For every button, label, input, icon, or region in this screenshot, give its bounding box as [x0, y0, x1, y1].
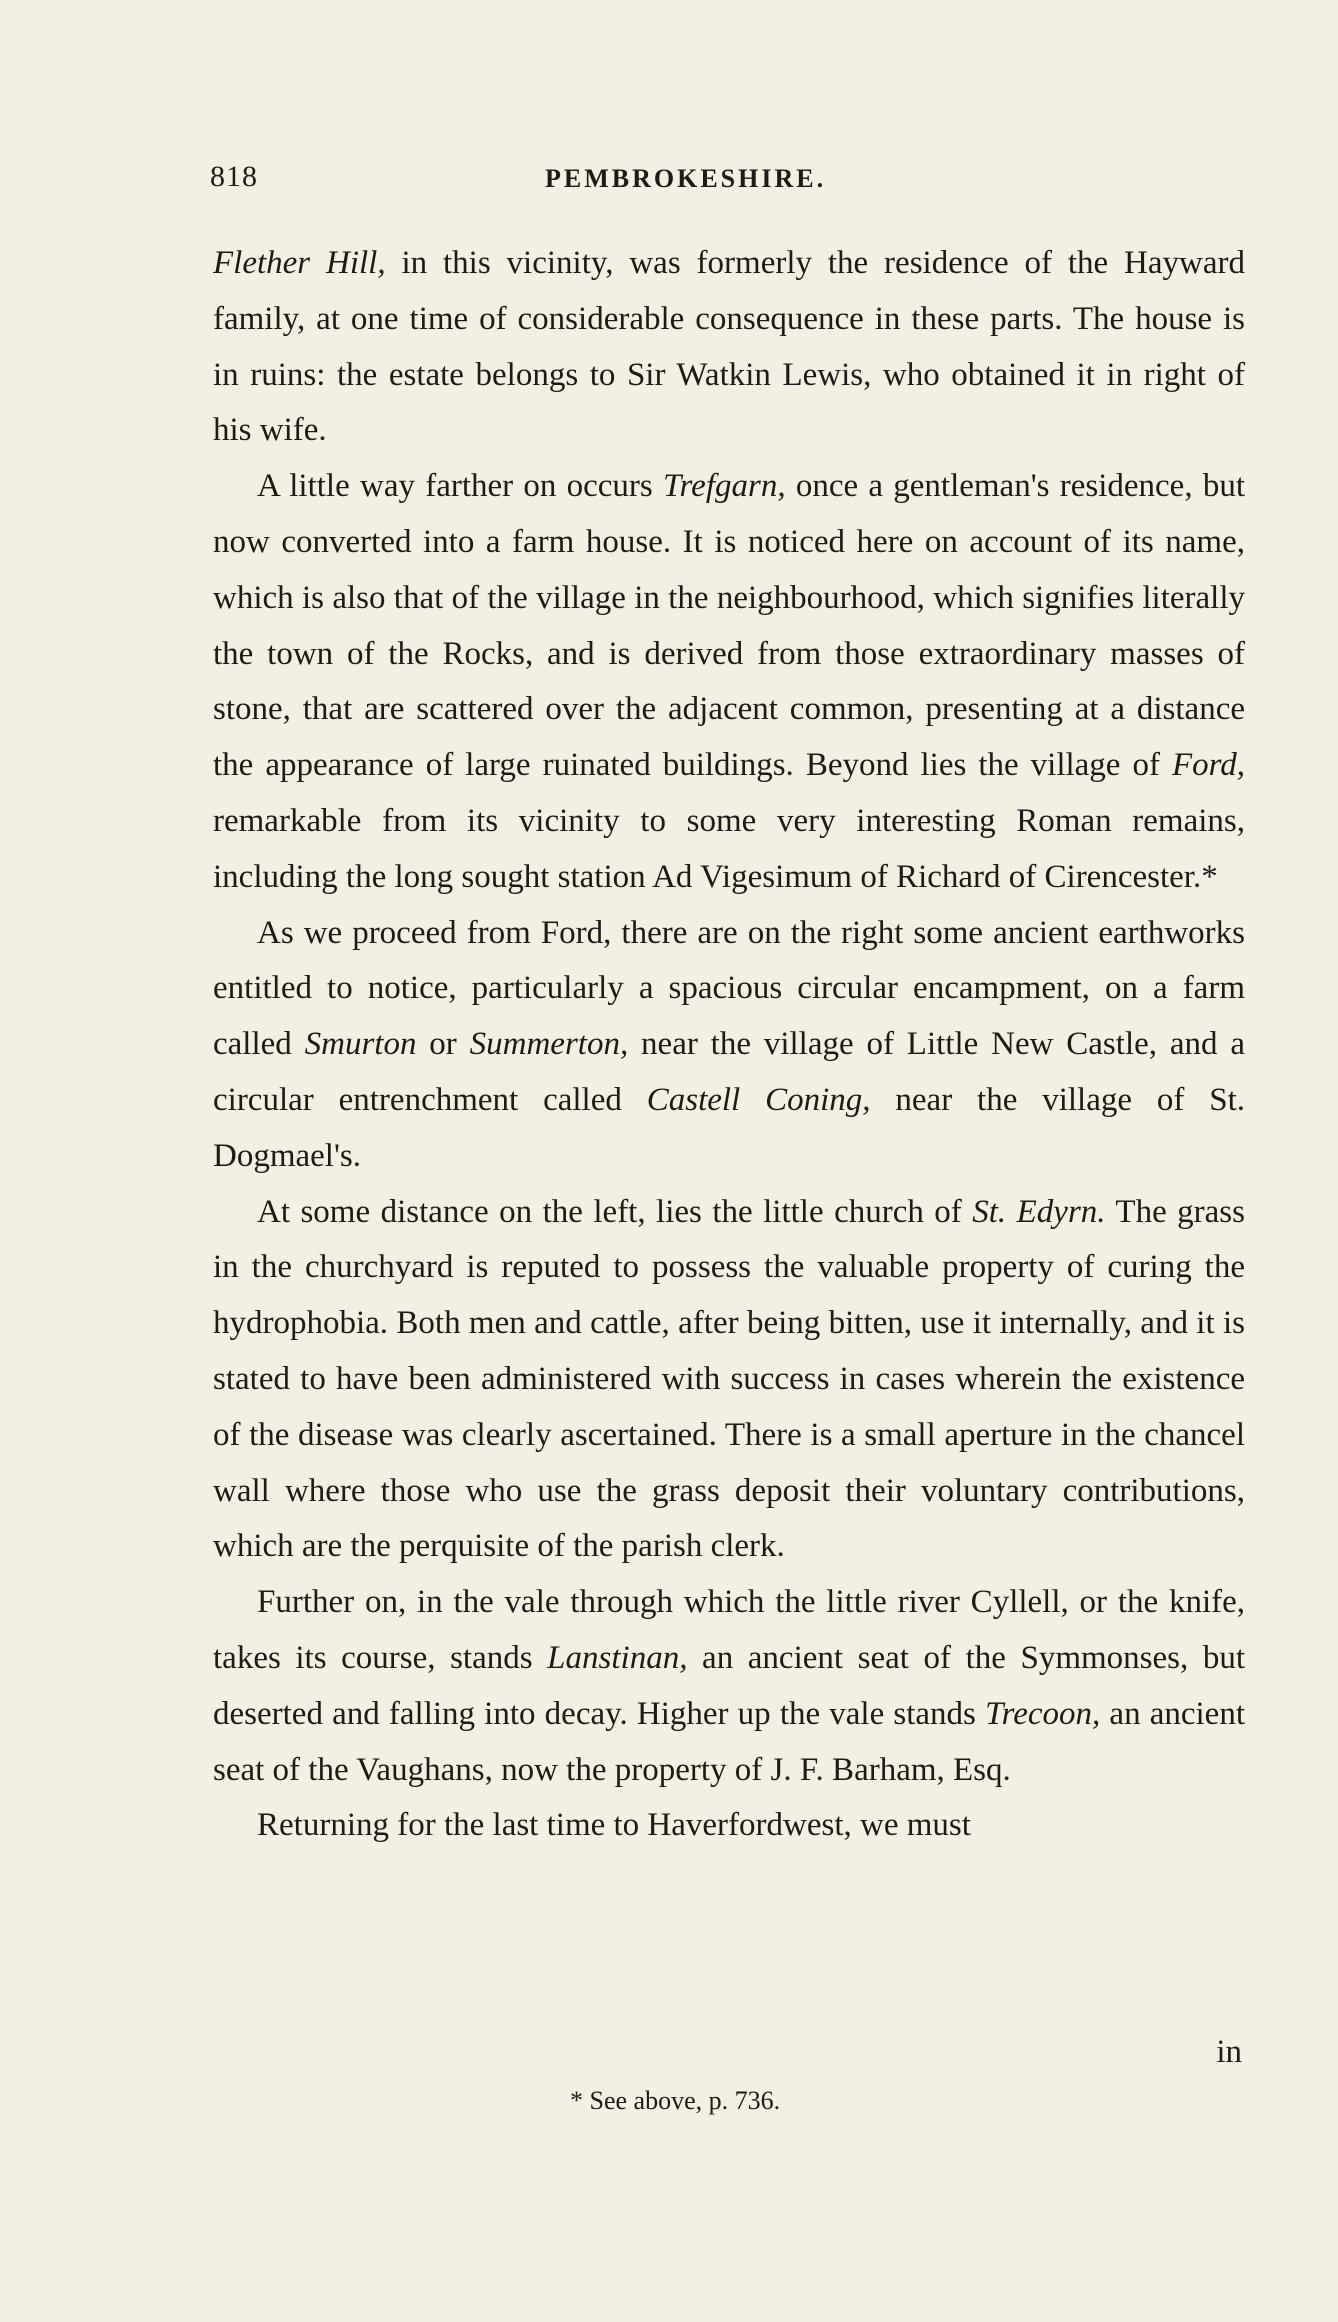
page-number: 818 [210, 160, 258, 193]
paragraph-text: near the village of Little New Castle, and a circular entrenchment called [213, 1026, 1245, 1118]
italic-text: Flether Hill, [213, 245, 386, 281]
catchword: in [1216, 2034, 1242, 2070]
paragraph-text: As we proceed from Ford, there are on the right some ancient earthworks entitled to notice, particularly a spacious circular encampment, on a farm called [213, 914, 1245, 1063]
body-text [213, 236, 1245, 1854]
paragraph-text: an ancient seat of the Symmonses, but deserted and falling into decay. Higher up the vale stands [213, 1639, 1245, 1732]
italic-text: Smurton [304, 1026, 417, 1063]
page-header [210, 160, 1090, 200]
paragraph-text: in this vicinity, was formerly the residence of the Hayward family, at one time of considerable consequence in these parts. The house is in ruins: the estate belongs to Sir Watkin Lewis, who obtained it in right of his wife. [213, 245, 1246, 449]
footnote: * See above, p. 736. [570, 2086, 781, 2115]
paragraph [213, 1185, 1245, 1576]
paragraph [213, 906, 1245, 1185]
paragraph-text: or [416, 1026, 470, 1063]
italic-text: Ford, [1171, 747, 1245, 784]
paragraph-text: near the village of St. Dogmael's. [213, 1081, 1246, 1174]
paragraph-text: A little way farther on occurs [257, 468, 664, 505]
paragraph-text: once a gentleman's residence, but now converted into a farm house. It is noticed here on account of its name, which is also that of the village in the neighbourhood, which signifies literally the town of the Rocks, and is derived from those extraordinary masses of stone, that are scattered over the adjacent common, presenting at a distance the appearance of large ruinated buildings. Beyond lies the village of [213, 468, 1245, 784]
paragraph [213, 1575, 1245, 1798]
italic-text: St. Edyrn. [972, 1193, 1106, 1230]
italic-text: Trecoon, [985, 1695, 1101, 1732]
paragraph [213, 1798, 1245, 1854]
running-head: PEMBROKESHIRE. [545, 164, 827, 193]
paragraph-text: remarkable from its vicinity to some very interesting Roman remains, including the long sought station Ad Vigesimum of Richard of Cirencester.* [213, 802, 1245, 895]
paragraph-text: The grass in the churchyard is reputed to possess the valuable property of curing the hydrophobia. Both men and cattle, after being bitten, use it internally, and it is stated to have been administered with success in cases wherein the existence of the disease was clearly ascertained. There is a small aperture in the chancel wall where those who use the grass deposit their voluntary contributions, which are the perquisite of the parish clerk. [213, 1193, 1245, 1565]
paragraph-text: At some distance on the left, lies the little church of [257, 1193, 973, 1230]
paragraph-text: an ancient seat of the Vaughans, now the property of J. F. Barham, Esq. [213, 1695, 1245, 1788]
paragraph [213, 459, 1245, 905]
italic-text: Summerton, [469, 1026, 629, 1063]
paragraph-text: Returning for the last time to Haverfordwest, we must [257, 1807, 971, 1844]
italic-text: Lanstinan, [547, 1639, 688, 1676]
paragraph [213, 236, 1245, 459]
italic-text: Trefgarn, [663, 468, 786, 505]
paragraph-text: Further on, in the vale through which the little river Cyllell, or the knife, takes its course, stands [213, 1584, 1245, 1676]
italic-text: Castell Coning, [646, 1081, 871, 1118]
